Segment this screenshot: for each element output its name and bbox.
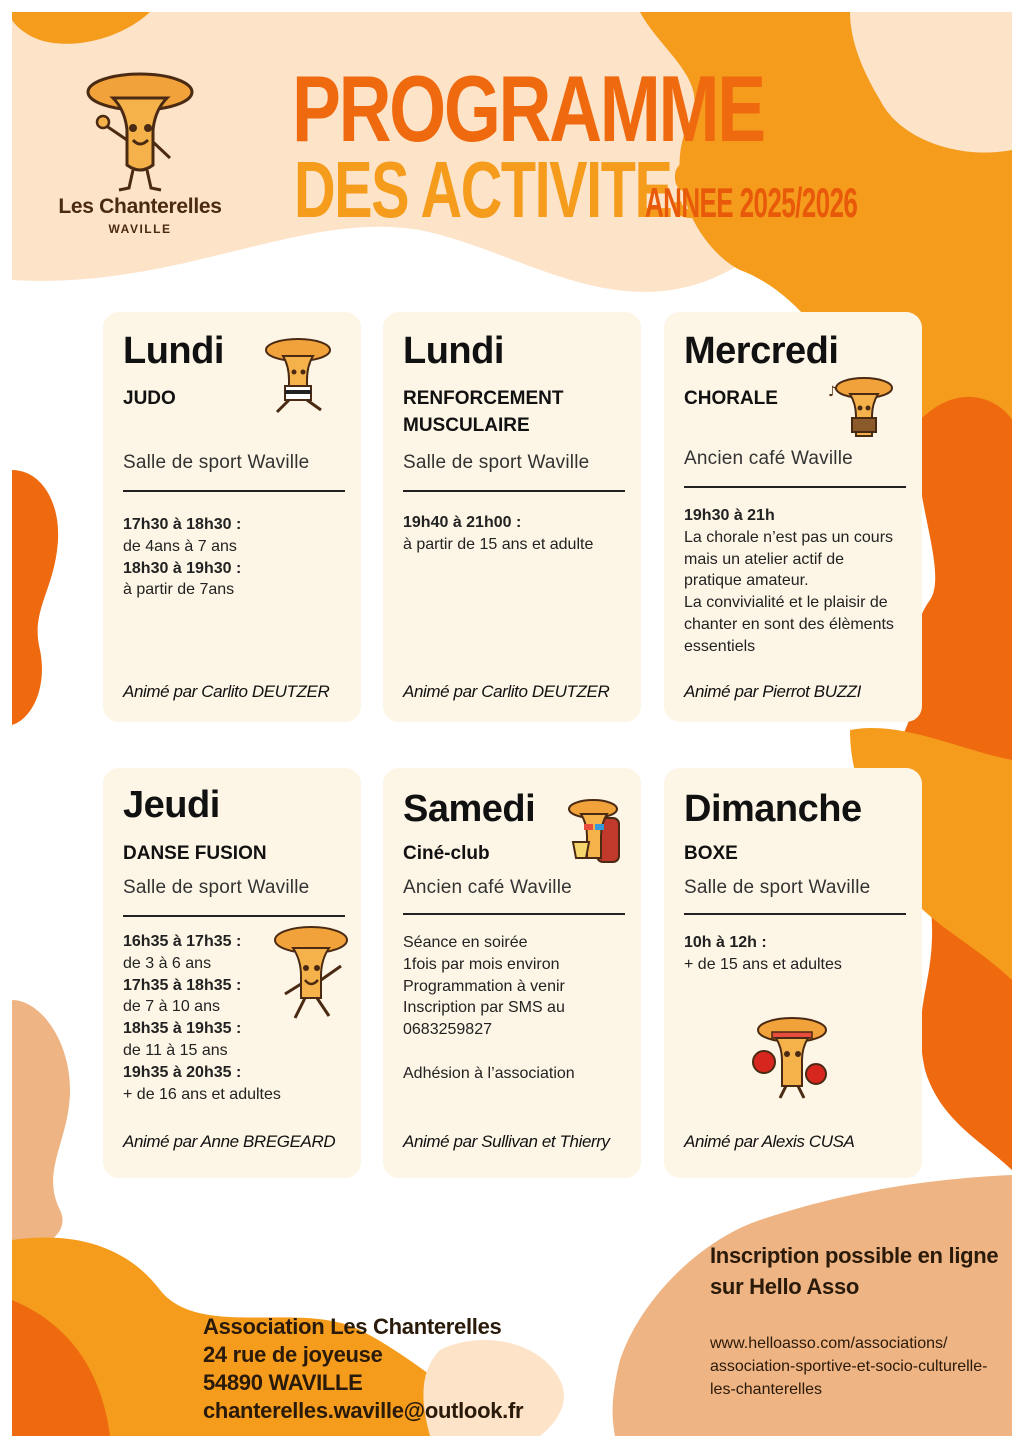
- card-detail-line: 18h30 à 19h30 :: [123, 559, 242, 577]
- footer-inscription: Inscription possible en ligne sur Hello Asso: [710, 1243, 999, 1299]
- card-detail-line: 16h35 à 17h35 :: [123, 933, 242, 950]
- footer-address: [203, 1313, 523, 1425]
- card-place: Salle de sport Waville: [403, 452, 590, 473]
- card-detail-line: Séance en soirée: [403, 934, 528, 951]
- dancing-mushroom-icon: [271, 924, 351, 1024]
- card-detail-line: 19h40 à 21h00 :: [403, 514, 522, 531]
- card-detail-line: à partir de 7ans: [123, 581, 235, 599]
- helloasso-link[interactable]: www.helloasso.com/associations/ association-sportive-et-socio-culturelle- les-chanterelles: [710, 1335, 988, 1398]
- association-name: Association Les Chanterelles: [203, 1314, 502, 1339]
- card-detail-line: 17h35 à 18h35 :: [123, 976, 242, 994]
- title-line-2: DES ACTIVITES: [294, 145, 709, 234]
- card-place: Salle de sport Waville: [123, 877, 310, 898]
- card-detail-line: + de 15 ans et adultes: [684, 955, 842, 973]
- singing-mushroom-icon: [826, 376, 896, 446]
- mushroom-mascot-icon: [85, 70, 195, 195]
- card-detail-line: 19h30 à 21h: [684, 507, 775, 524]
- card-detail-line: 0683259827: [403, 1021, 492, 1039]
- card-animator: Animé par Sullivan et Thierry: [403, 1132, 610, 1151]
- card-detail-line: mais un atelier actif de: [684, 550, 845, 568]
- card-detail-line: 18h35 à 19h35 :: [123, 1020, 242, 1038]
- card-detail-line: à partir de 15 ans et adulte: [403, 535, 594, 553]
- card-day: Jeudi: [123, 784, 220, 826]
- card-day: Lundi: [123, 330, 224, 372]
- card-day: Dimanche: [684, 788, 862, 830]
- card-detail-line: La convivialité et le plaisir de: [684, 594, 888, 612]
- postal-city: 54890 WAVILLE: [203, 1370, 363, 1395]
- email-link[interactable]: chanterelles.waville@outlook.fr: [203, 1398, 524, 1423]
- card-place: Salle de sport Waville: [684, 877, 871, 898]
- card-day: Lundi: [403, 330, 504, 372]
- card-animator: Animé par Carlito DEUTZER: [123, 682, 330, 701]
- card-details: [684, 932, 906, 976]
- card-detail-line: 1fois par mois environ: [403, 955, 560, 973]
- card-detail-line: [403, 1041, 625, 1063]
- card-activity: BOXE: [684, 843, 738, 864]
- card-detail-line: Programmation à venir: [403, 977, 565, 995]
- card-detail-line: 17h30 à 18h30 :: [123, 516, 242, 533]
- card-detail-line: 10h à 12h :: [684, 934, 767, 951]
- card-detail-line: de 3 à 6 ans: [123, 954, 212, 972]
- card-day: Samedi: [403, 788, 536, 830]
- card-activity: DANSE FUSION: [123, 843, 267, 864]
- card-detail-line: de 4ans à 7 ans: [123, 537, 237, 555]
- logo-name: Les Chanterelles: [58, 195, 222, 218]
- card-detail-line: 19h35 à 20h35 :: [123, 1063, 242, 1081]
- card-day: Mercredi: [684, 330, 839, 372]
- card-place: Ancien café Waville: [403, 877, 572, 898]
- card-detail-line: + de 16 ans et adultes: [123, 1085, 281, 1103]
- card-divider: [123, 915, 345, 917]
- card-details: [403, 932, 625, 1085]
- card-divider: [403, 913, 625, 915]
- card-activity: CHORALE: [684, 388, 778, 409]
- card-detail-line: La chorale n’est pas un cours: [684, 528, 894, 546]
- card-animator: Animé par Alexis CUSA: [684, 1132, 855, 1151]
- card-details: [123, 514, 345, 601]
- logo-subtitle: WAVILLE: [108, 222, 172, 236]
- card-detail-line: Adhésion à l’association: [403, 1064, 575, 1082]
- title-line-1: PROGRAMME: [292, 56, 764, 161]
- activity-card-cineclub: [383, 768, 641, 1178]
- card-divider: [123, 490, 345, 492]
- cinema-mushroom-icon: [567, 798, 625, 868]
- boxing-mushroom-icon: [748, 1016, 832, 1100]
- card-divider: [684, 913, 906, 915]
- activity-card-judo: [103, 312, 361, 722]
- card-divider: [684, 486, 906, 488]
- activity-card-chorale: [664, 312, 922, 722]
- card-detail-line: de 7 à 10 ans: [123, 998, 220, 1016]
- card-animator: Animé par Pierrot BUZZI: [684, 682, 861, 701]
- card-activity: RENFORCEMENT MUSCULAIRE: [403, 388, 564, 436]
- street-address: 24 rue de joyeuse: [203, 1342, 383, 1367]
- card-activity: JUDO: [123, 388, 176, 409]
- card-activity: Ciné-club: [403, 843, 490, 864]
- judo-mushroom-icon: [263, 336, 333, 416]
- svg-text:♪: ♪: [828, 384, 837, 400]
- card-place: Salle de sport Waville: [123, 452, 310, 473]
- card-detail-line: Inscription par SMS au: [403, 999, 565, 1017]
- activity-card-danse: [103, 768, 361, 1178]
- card-details: [684, 505, 906, 658]
- card-detail-line: essentiels: [684, 637, 756, 655]
- card-details: [403, 512, 625, 556]
- card-detail-line: de 11 à 15 ans: [123, 1041, 228, 1059]
- activity-card-boxe: [664, 768, 922, 1178]
- activity-card-renforcement: [383, 312, 641, 722]
- card-divider: [403, 490, 625, 492]
- year-label: ANNEE 2025/2026: [645, 179, 858, 226]
- card-place: Ancien café Waville: [684, 448, 853, 469]
- card-detail-line: chanter en sont des élèments: [684, 615, 894, 633]
- logo: [40, 70, 240, 250]
- card-animator: Animé par Carlito DEUTZER: [403, 682, 610, 701]
- card-detail-line: pratique amateur.: [684, 572, 809, 590]
- card-animator: Animé par Anne BREGEARD: [123, 1132, 336, 1151]
